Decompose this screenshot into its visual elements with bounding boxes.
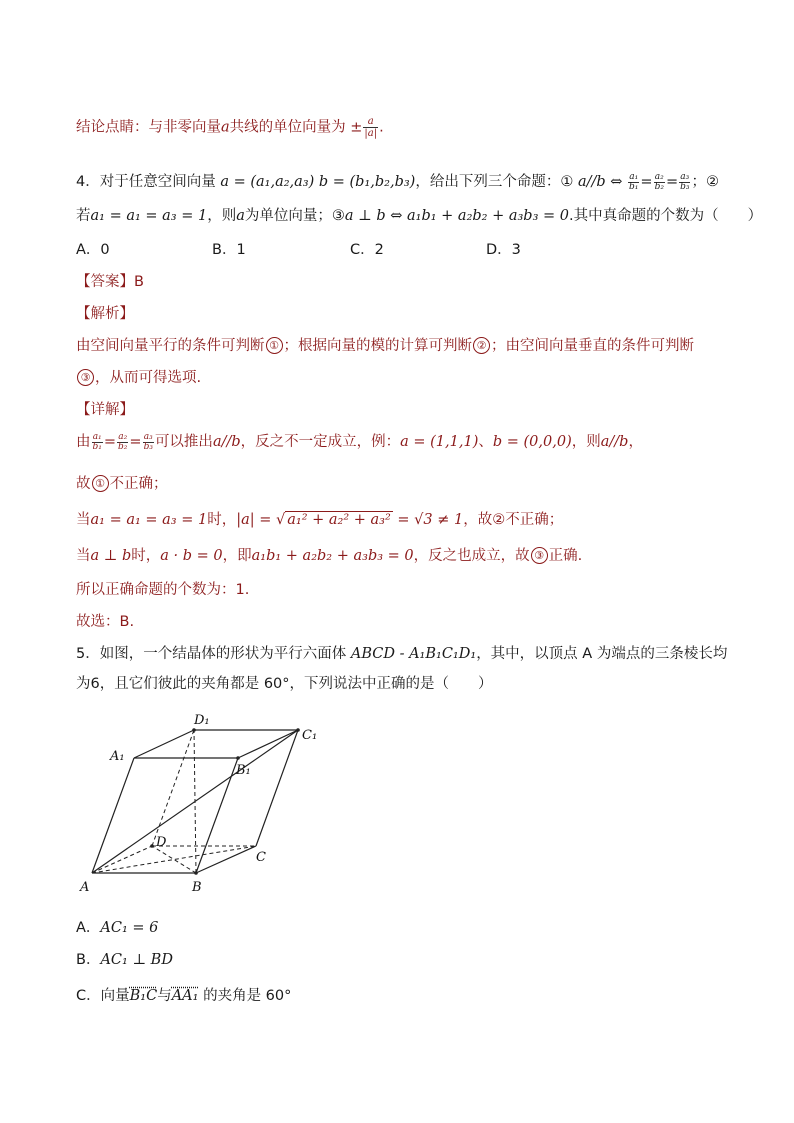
option-b-math: AC₁ ⊥ BD	[100, 952, 173, 968]
detail-example-b: b = (0,0,0)	[492, 434, 572, 450]
label-B1: B₁	[236, 763, 251, 778]
detail-text: ，	[628, 434, 643, 450]
parallelepiped-figure	[76, 706, 336, 906]
q4-parallel: a//b ⇔	[577, 174, 623, 190]
detail-text: 不正确；	[109, 476, 168, 492]
detail-sqrt-result: = √3 ≠ 1	[392, 512, 464, 528]
option-prefix: B．	[76, 952, 101, 968]
option-prefix: C．向量	[76, 988, 130, 1004]
detail-example-a: a = (1,1,1)	[400, 434, 479, 450]
edge-BD	[152, 846, 196, 873]
q4-stem-line2	[76, 206, 762, 226]
edge-BB1	[196, 758, 238, 873]
q4-stem-text: 4．对于任意空间向量	[76, 174, 216, 190]
q4-stem-text-b: ，给出下列三个命题：①	[415, 174, 574, 190]
detail-text: ，则	[571, 434, 601, 450]
detail-sqrt: a₁² + a₂² + a₃²	[287, 512, 391, 528]
q4-stem2-a: 若	[76, 208, 91, 224]
edge-AC	[92, 846, 256, 873]
detail-text: ，反之不一定成立，例：	[240, 434, 401, 450]
q4-perpendicular: a ⊥ b ⇔ a₁b₁ + a₂b₂ + a₃b₃ = 0	[344, 208, 569, 224]
vertex-B1-dot	[236, 756, 240, 760]
q4-analysis-line2	[76, 368, 201, 388]
frac-den: b₂	[654, 181, 664, 192]
q4-detail-line6: 故选：B.	[76, 614, 135, 630]
q4-stem2-c: 为单位向量；③	[244, 208, 345, 224]
q4-detail-title: 【详解】	[76, 402, 134, 418]
q4-option-c[interactable]: C．2	[350, 242, 384, 258]
q4-detail-line1: 由 $\frac{\text{a₁}}{\text{b₁}}$ = $\frac{\text{a₂}}{\text{b₂}}$ = $\frac{\text{a₃}}{\text{b₃}}$ 可以推出a//b，反之不一定成立，例：a = (1,1,1)、b = (0,0,0)，则a//b，	[76, 431, 643, 452]
q4-detail-line4	[76, 546, 582, 566]
detail-text: 由	[76, 434, 91, 450]
label-A1: A₁	[110, 749, 125, 764]
conclusion-prefix: 结论点睛：与非零向量	[76, 119, 221, 136]
q4-stem-text-c: ；②	[691, 174, 719, 190]
frac-num: a	[363, 116, 378, 128]
frac-num: a₂	[654, 171, 664, 182]
q4-detail-line2	[76, 474, 168, 494]
option-prefix: A．	[76, 920, 101, 936]
analysis-text-a: 由空间向量平行的条件可判断	[76, 338, 265, 354]
label-B: B	[192, 880, 202, 895]
q5-stem-b: ，其中，以顶点 A 为端点的三条棱长均	[476, 646, 728, 662]
q5-stem-line1	[76, 644, 727, 664]
q5-option-c[interactable]	[76, 986, 291, 1006]
option-c-vector-1: B₁C	[129, 988, 158, 1004]
detail-norm: |a| =	[236, 512, 276, 528]
vertex-D1-dot	[192, 728, 196, 732]
frac-num: a₂	[118, 431, 128, 442]
detail-perp: a ⊥ b	[90, 548, 132, 564]
edge-CC1	[256, 730, 298, 846]
analysis-text-c: ；由空间向量垂直的条件可判断	[491, 338, 694, 354]
frac-den: b₁	[92, 441, 102, 452]
circled-2: ②	[473, 337, 490, 354]
detail-text: 时，	[131, 548, 161, 564]
frac-den: b₃	[680, 181, 690, 192]
q5-option-a[interactable]	[76, 918, 158, 938]
frac-den: b₃	[143, 441, 153, 452]
conclusion-suffix: 共线的单位向量为 ±	[229, 119, 363, 136]
edge-AA1	[92, 758, 134, 873]
vertex-C1-dot	[296, 728, 300, 732]
q4-answer: 【答案】B	[76, 274, 144, 290]
q4-frac-2	[654, 173, 665, 192]
detail-separator: 、	[478, 434, 493, 450]
q4-detail-line5: 所以正确命题的个数为：1.	[76, 582, 250, 598]
label-C1: C₁	[302, 728, 318, 743]
q4-analysis-title: 【解析】	[76, 306, 134, 322]
q4-option-a[interactable]: A．0	[76, 242, 110, 258]
conclusion-period: .	[379, 119, 384, 136]
detail-parallel: a//b	[212, 434, 241, 450]
q5-stem-line2: 为6，且它们彼此的夹角都是 60°，下列说法中正确的是（ ）	[76, 676, 493, 692]
q4-vector-b: b = (b₁,b₂,b₃)	[318, 174, 416, 190]
q4-vector-a: a = (a₁,a₂,a₃)	[220, 174, 315, 190]
circled-3: ③	[77, 369, 94, 386]
frac-den: b₂	[118, 441, 128, 452]
detail-text: 时，	[207, 512, 237, 528]
frac-num: a₃	[680, 171, 690, 182]
edge-D1A1	[134, 730, 194, 758]
q5-stem-a: 5．如图，一个结晶体的形状为平行六面体	[76, 646, 347, 662]
analysis-text-2: ，从而可得选项.	[95, 370, 202, 386]
detail-text: ，故②不正确；	[463, 512, 564, 528]
detail-frac-3	[143, 433, 154, 452]
frac-num: a₁	[92, 431, 102, 442]
q4-option-b[interactable]: B．1	[212, 242, 246, 258]
circled-3: ③	[531, 547, 548, 564]
option-c-mid: 与	[157, 988, 172, 1004]
detail-text: ，反之也成立，故	[413, 548, 530, 564]
q4-detail-line3: 当a₁ = a₁ = a₃ = 1时，|a| = √ a₁² + a₂² + a₃² = √3 ≠ 1，故②不正确；	[76, 512, 564, 528]
q4-frac-1	[628, 173, 639, 192]
detail-text: ，即	[222, 548, 252, 564]
q4-stem2-d: .其中真命题的个数为（ ）	[569, 208, 763, 224]
circled-1: ①	[266, 337, 283, 354]
conclusion-line	[76, 116, 384, 139]
vertex-D-dot	[150, 844, 154, 848]
frac-den: |a|	[364, 128, 378, 139]
detail-text: 当	[76, 512, 91, 528]
q5-option-b[interactable]	[76, 950, 173, 970]
detail-text: 正确.	[548, 548, 583, 564]
q4-stem-line1: 4．对于任意空间向量 a = (a₁,a₂,a₃) b = (b₁,b₂,b₃)，给出下列三个命题：① a//b ⇔ $\frac{\text{a₁}}{\text{b₁}}$ = $\frac{\text{a₂}}{\text{b₂}}$ = $\frac{\text{a₃}}{\text{b₃}}$ ；②	[76, 171, 719, 192]
vertex-B-dot	[194, 871, 198, 875]
detail-frac-1	[92, 433, 103, 452]
label-D: D	[156, 835, 167, 850]
label-C: C	[256, 850, 266, 865]
detail-frac-2	[117, 433, 128, 452]
frac-num: a₁	[629, 171, 639, 182]
detail-condition: a₁ = a₁ = a₃ = 1	[90, 512, 208, 528]
label-D1: D₁	[194, 713, 210, 728]
q4-frac-3	[679, 173, 690, 192]
detail-sum: a₁b₁ + a₂b₂ + a₃b₃ = 0	[251, 548, 414, 564]
detail-parallel-2: a//b	[600, 434, 629, 450]
edge-DD1	[152, 730, 194, 846]
circled-1: ①	[92, 475, 109, 492]
q4-stem2-b: ，则	[207, 208, 237, 224]
conclusion-var: a	[221, 119, 230, 136]
option-c-post: 的夹角是 60°	[203, 988, 292, 1004]
q4-vec-a-small: a	[236, 208, 245, 224]
detail-dot: a · b = 0	[160, 548, 223, 564]
q4-analysis-line1	[76, 336, 694, 356]
option-a-math: AC₁ = 6	[100, 920, 159, 936]
frac-den: b₁	[629, 181, 639, 192]
frac-num: a₃	[143, 431, 153, 442]
unit-vector-fraction	[363, 116, 378, 139]
q5-solid: ABCD - A₁B₁C₁D₁	[350, 646, 477, 662]
detail-text: 可以推出	[154, 434, 213, 450]
q4-condition: a₁ = a₁ = a₃ = 1	[90, 208, 208, 224]
analysis-text-b: ；根据向量的模的计算可判断	[283, 338, 472, 354]
option-c-vector-2: AA₁	[171, 988, 199, 1004]
detail-text: 故	[76, 476, 91, 492]
label-A: A	[80, 880, 90, 895]
q4-option-d[interactable]: D．3	[486, 242, 521, 258]
detail-text: 当	[76, 548, 91, 564]
